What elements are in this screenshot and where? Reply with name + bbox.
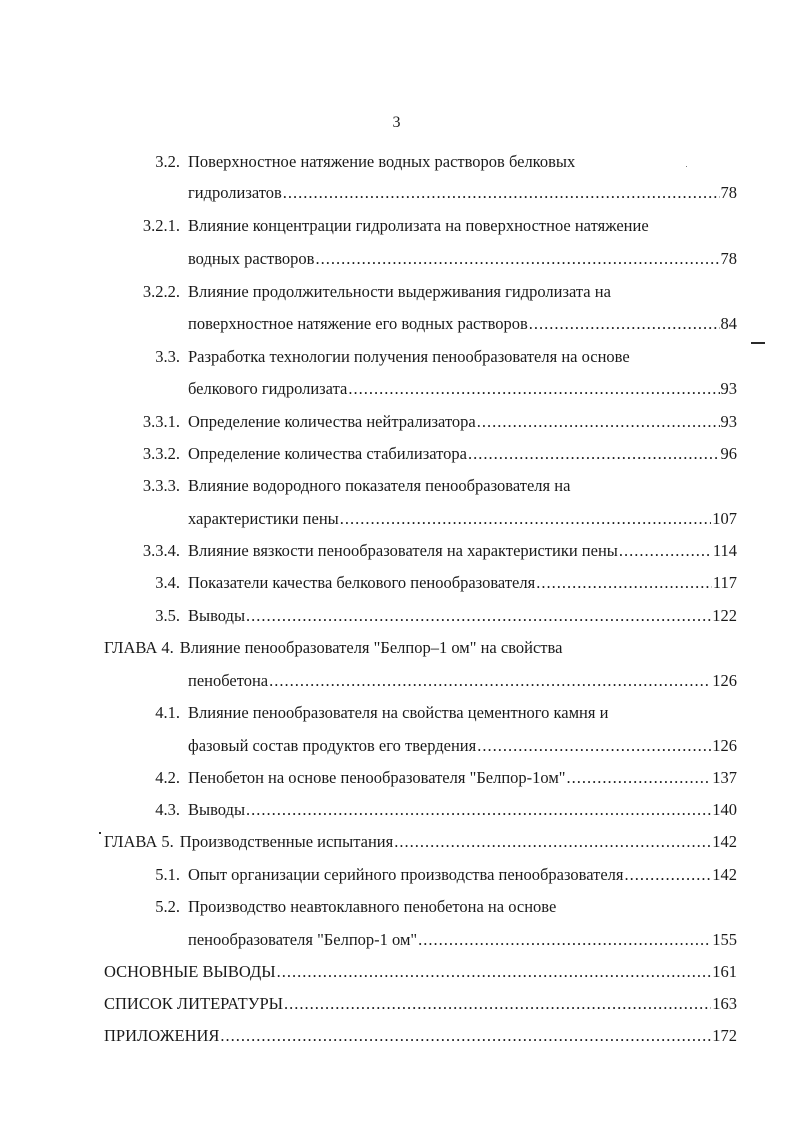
toc-entry-number: 5.2. <box>155 897 180 916</box>
toc-entry-page: 137 <box>712 768 737 787</box>
toc-entry-page: 122 <box>712 606 737 625</box>
toc-entry-number: 4.1. <box>155 703 180 722</box>
toc-entry-page: 117 <box>712 573 737 592</box>
toc-entry-page: 163 <box>712 994 737 1013</box>
toc-entry-page: 78 <box>720 183 737 202</box>
toc-entry-number: 3.2.2. <box>142 282 180 301</box>
toc-entry-page: 93 <box>720 412 737 431</box>
toc-entry-page: 78 <box>720 249 737 268</box>
toc-entry-title: Поверхностное натяжение водных растворов белковых <box>188 152 576 171</box>
toc-section-title: СПИСОК ЛИТЕРАТУРЫ ..... 163 <box>104 992 737 1016</box>
toc-entry-title: Опыт организации серийного производства пенообразователя ..... 142 <box>188 863 737 887</box>
toc-entry-number: 3.5. <box>155 606 180 625</box>
toc-entry-page: 140 <box>712 800 737 819</box>
toc-entry-title: Показатели качества белкового пенообразователя ..... 117 <box>188 571 737 595</box>
scan-mark-dash <box>751 342 765 344</box>
page-number: 3 <box>392 114 401 131</box>
toc-entry-title: Влияние концентрации гидролизата на поверхностное натяжение <box>188 216 649 235</box>
toc-section-title: ОСНОВНЫЕ ВЫВОДЫ ..... 161 <box>104 960 737 984</box>
toc-entry-title: Пенобетон на основе пенообразователя "Белпор-1ом" ..... 137 <box>188 766 737 790</box>
toc-entry-title: Влияние пенообразователя на свойства цементного камня и <box>188 703 609 722</box>
toc-entry-page: 84 <box>720 314 737 333</box>
toc-entry-title: Выводы ..... 122 <box>188 604 737 628</box>
toc-entry-page: 93 <box>720 379 737 398</box>
toc-entry-number: 3.3. <box>155 347 180 366</box>
scan-mark-dot <box>686 166 687 167</box>
toc-entry-number: 4.2. <box>155 768 180 787</box>
toc-entry-number: 3.4. <box>155 573 180 592</box>
toc-entry-title: Производство неавтоклавного пенобетона на основе <box>188 897 557 916</box>
toc-entry-title: Влияние продолжительности выдерживания гидролизата на <box>188 282 611 301</box>
toc-entry-number: 3.2. <box>155 152 180 171</box>
toc-entry-title: Определение количества стабилизатора ..... 96 <box>188 442 737 466</box>
scan-mark-dot <box>99 832 101 834</box>
toc-entry-page: 161 <box>712 962 737 981</box>
toc-entry-title: Выводы ..... 140 <box>188 798 737 822</box>
toc-entry-page: 107 <box>712 509 737 528</box>
toc-entry-title: Влияние водородного показателя пенообразователя на <box>188 476 571 495</box>
toc-entry-title: Разработка технологии получения пенообразователя на основе <box>188 347 630 366</box>
toc-entry-page: 155 <box>712 930 737 949</box>
toc-entry-number: 3.2.1. <box>142 216 180 235</box>
toc-section-title: ПРИЛОЖЕНИЯ ..... 172 <box>104 1024 737 1048</box>
toc-entry-number: 3.3.3. <box>142 476 180 495</box>
toc-entry-page: 142 <box>712 832 737 851</box>
toc-entry-number: 5.1. <box>155 865 180 884</box>
toc-entry-title: Влияние вязкости пенообразователя на характеристики пены ..... 114 <box>188 539 737 563</box>
toc-entry-page: 142 <box>712 865 737 884</box>
toc-entry-title: Определение количества нейтрализатора ..... 93 <box>188 410 737 434</box>
toc-entry-number: 3.3.4. <box>142 541 180 560</box>
toc-chapter-title: ГЛАВА 4. Влияние пенообразователя "Белпор–1 ом" на свойства <box>104 638 563 657</box>
toc-entry-number: 4.3. <box>155 800 180 819</box>
toc-chapter-title: ГЛАВА 5. Производственные испытания ..... 142 <box>104 830 737 854</box>
toc-entry-page: 126 <box>712 736 737 755</box>
toc-entry-page: 96 <box>720 444 737 463</box>
toc-entry-number: 3.3.2. <box>142 444 180 463</box>
toc-entry-page: 114 <box>712 541 737 560</box>
toc-entry-page: 126 <box>712 671 737 690</box>
toc-entry-number: 3.3.1. <box>142 412 180 431</box>
toc-entry-page: 172 <box>712 1026 737 1045</box>
